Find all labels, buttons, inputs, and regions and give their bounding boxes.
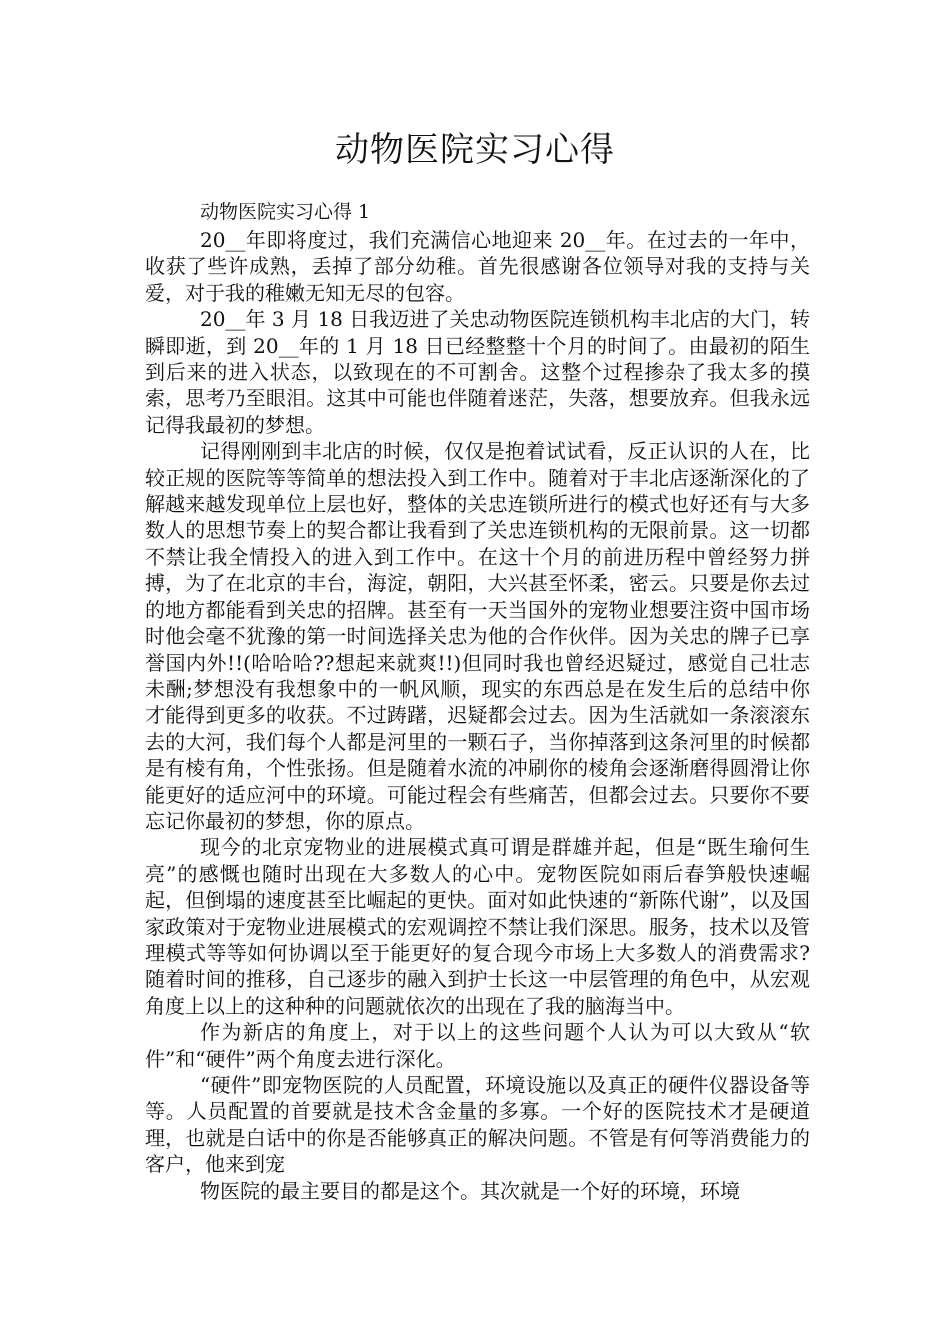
section-heading: 动物医院实习心得 1 [200,201,371,223]
paragraph-6: “硬件”即宠物医院的人员配置，环境设施以及真正的硬件仪器设备等等。人员配置的首要就是技术含金量的多寡。一个好的医院技术才是硬道理，也就是白话中的你是否能够真正的解决问题。不管是有何等消费能力的客户，他来到宠 [145,1073,810,1177]
paragraph-4: 现今的北京宠物业的进展模式真可谓是群雄并起，但是“既生瑜何生亮”的感慨也随时出现在大多数人的心中。宠物医院如雨后春笋般快速崛起，但倒塌的速度甚至比崛起的更快。面对如此快速的“新陈代谢”，以及国家政策对于宠物业进展模式的宏观调控不禁让我们深思。服务，技术以及管理模式等等如何协调以至于能更好的复合现今市场上大多数人的消费需求?随着时间的推移，自己逐步的融入到护士长这一中层管理的角色中，从宏观角度上以上的这种种的问题就依次的出现在了我的脑海当中。 [145,835,810,1018]
paragraph-1: 20__年即将度过，我们充满信心地迎来 20__年。在过去的一年中，收获了些许成熟，丢掉了部分幼稚。首先很感谢各位领导对我的支持与关爱，对于我的稚嫩无知无尽的包容。 [145,228,810,305]
document-title: 动物医院实习心得 [335,130,615,170]
paragraph-3: 记得刚刚到丰北店的时候，仅仅是抱着试试看，反正认识的人在，比较正规的医院等等简单的想法投入到工作中。随着对于丰北店逐渐深化的了解越来越发现单位上层也好，整体的关忠连锁所进行的模式也好还有与大多数人的思想节奏上的契合都让我看到了关忠连锁机构的无限前景。这一切都不禁让我全情投入的进入到工作中。在这十个月的前进历程中曾经努力拼搏，为了在北京的丰台，海淀，朝阳，大兴甚至怀柔，密云。只要是你去过的地方都能看到关忠的招牌。甚至有一天当国外的宠物业想要注资中国市场时他会毫不犹豫的第一时间选择关忠为他的合作伙伴。因为关忠的牌子已享誉国内外!!(哈哈哈??想起来就爽!!)但同时我也曾经迟疑过，感觉自己壮志未酬;梦想没有我想象中的一帆风顺，现实的东西总是在发生后的总结中你才能得到更多的收获。不过踌躇，迟疑都会过去。因为生活就如一条滚滚东去的大河，我们每个人都是河里的一颗石子，当你掉落到这条河里的时候都是有棱有角，个性张扬。但是随着水流的冲刷你的棱角会逐渐磨得圆滑让你能更好的适应河中的环境。可能过程会有些痛苦，但都会过去。只要你不要忘记你最初的梦想，你的原点。 [145,439,810,833]
paragraph-7: 物医院的最主要目的都是这个。其次就是一个好的环境，环境 [200,1178,740,1203]
document-body [145,197,810,1204]
paragraph-5: 作为新店的角度上，对于以上的这些问题个人认为可以大致从“软件”和“硬件”两个角度去进行深化。 [145,1020,810,1071]
paragraph-2: 20__年 3 月 18 日我迈进了关忠动物医院连锁机构丰北店的大门，转瞬即逝，到 20__年的 1 月 18 日已经整整十个月的时间了。由最初的陌生到后来的进入状态，以致现在的不可割舍。这整个过程掺杂了我太多的摸索，思考乃至眼泪。这其中可能也伴随着迷茫，失落，想要放弃。但我永远记得我最初的梦想。 [145,307,810,437]
